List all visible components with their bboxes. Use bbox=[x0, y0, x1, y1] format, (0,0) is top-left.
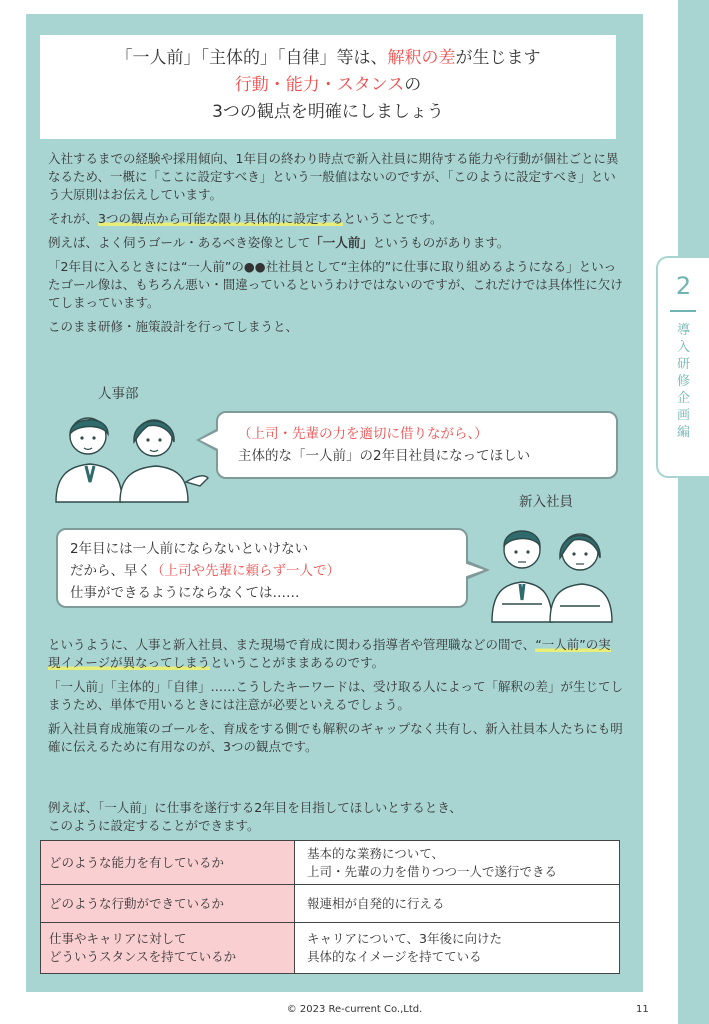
red-emphasis: （上司や先輩に頼らず一人で） bbox=[151, 563, 340, 579]
title-highlight: 解釈の差 bbox=[387, 48, 456, 68]
table-key-cell: どのような能力を有しているか bbox=[41, 841, 295, 885]
table-key-cell: 仕事やキャリアに対して どういうスタンスを持てているか bbox=[41, 923, 295, 974]
highlighted-text: 3つの観点から可能な限り具体的に設定する bbox=[98, 211, 344, 226]
chapter-char: 入 bbox=[676, 340, 690, 355]
hr-people-illustration bbox=[50, 402, 210, 504]
title-line-1: 「一人前」「主体的」「自律」等は、解釈の差が生じます bbox=[115, 48, 541, 68]
speech-tail-fill bbox=[200, 431, 218, 449]
new-speech-line: 仕事ができるようにならなくては…… bbox=[70, 585, 300, 601]
new-employee-illustration bbox=[490, 512, 614, 624]
copyright: © 2023 Re-current Co.,Ltd. bbox=[286, 1004, 423, 1015]
example-line: 例えば、「一人前」に仕事を遂行する2年目を目指してほしいとするとき、 bbox=[48, 800, 462, 815]
page-number: 11 bbox=[636, 1004, 649, 1015]
table-value-cell: 基本的な業務について、 上司・先輩の力を借りつつ一人で遂行できる bbox=[295, 841, 620, 885]
chapter-number: 2 bbox=[675, 272, 692, 300]
intro-paragraph: それが、3つの観点から可能な限り具体的に設定するということです。 bbox=[48, 211, 443, 226]
explanation-paragraph: というように、人事と新入社員、また現場で育成に関わる指導者や管理職などの間で、“一人前”の実現イメージが異なってしまうということがままあるのです。 bbox=[48, 637, 611, 670]
intro-paragraph: 「2年目に入るときには“一人前”の●●社社員として“主体的”に仕事に取り組めるようになる」といったゴール像は、もちろん悪い・間違っているというわけではないのですが、これだけでは具体性に欠けてしまっています。 bbox=[48, 259, 623, 310]
table-key-cell: どのような行動ができているか bbox=[41, 885, 295, 923]
new-employee-speech-bubble bbox=[56, 528, 468, 608]
intro-paragraph: 入社するまでの経験や採用傾向、1年目の終わり時点で新入社員に期待する能力や行動が個社ごとに異なるため、一概に「ここに設定すべき」という一般値はないのですが、「このように設定すべき」という大原則はお伝えしています。 bbox=[48, 151, 619, 202]
explanation-text bbox=[48, 636, 623, 762]
speech-tail-fill bbox=[464, 563, 484, 577]
viewpoint-table bbox=[40, 840, 620, 974]
explanation-paragraph: 「一人前」「主体的」「自律」……こうしたキーワードは、受け取る人によって「解釈の差」が生じてしまうため、単体で用いるときには注意が必要といえるでしょう。 bbox=[48, 679, 624, 712]
chapter-char: 導 bbox=[676, 323, 690, 338]
chapter-char: 画 bbox=[676, 408, 690, 423]
intro-paragraph: 例えば、よく伺うゴール・あるべき姿像として「一人前」というものがあります。 bbox=[48, 235, 510, 250]
chapter-char: 編 bbox=[676, 425, 690, 440]
highlighted-text: “一人前”の実現イメージが異なってしまう bbox=[48, 637, 611, 670]
example-intro bbox=[48, 799, 623, 835]
title-line-2: 行動・能力・スタンスの bbox=[234, 75, 422, 95]
hr-speech-line: （上司・先輩の力を適切に借りながら、） bbox=[238, 426, 488, 442]
bold-keyword: 「一人前」 bbox=[310, 235, 373, 250]
page-title-box bbox=[40, 35, 616, 139]
chapter-divider bbox=[670, 310, 696, 312]
new-speech-line: だから、早く（上司や先輩に頼らず一人で） bbox=[70, 563, 340, 579]
hr-speech-bubble bbox=[216, 411, 618, 479]
table-row bbox=[41, 841, 620, 885]
intro-text bbox=[48, 150, 623, 342]
new-speech-line: 2年目には一人前にならないといけない bbox=[70, 541, 309, 557]
example-line: このように設定することができます。 bbox=[48, 818, 260, 833]
title-line-3: 3つの観点を明確にしましょう bbox=[212, 102, 444, 122]
side-strip bbox=[678, 0, 709, 1024]
chapter-title bbox=[658, 322, 709, 441]
new-employee-label: 新入社員 bbox=[519, 494, 573, 510]
table-row bbox=[41, 923, 620, 974]
table-row bbox=[41, 885, 620, 923]
chapter-char: 修 bbox=[676, 374, 690, 389]
title-highlight: 行動・能力・スタンス bbox=[234, 75, 405, 95]
hr-label: 人事部 bbox=[98, 386, 139, 402]
chapter-char: 企 bbox=[676, 391, 690, 406]
intro-paragraph: このまま研修・施策設計を行ってしまうと、 bbox=[48, 319, 299, 334]
chapter-char: 研 bbox=[676, 357, 690, 372]
table-value-cell: キャリアについて、3年後に向けた 具体的なイメージを持てている bbox=[295, 923, 620, 974]
explanation-paragraph: 新入社員育成施策のゴールを、育成をする側でも解釈のギャップなく共有し、新入社員本人たちにも明確に伝えるために有用なのが、3つの観点です。 bbox=[48, 721, 623, 754]
chapter-tab[interactable] bbox=[656, 256, 709, 478]
table-value-cell: 報連相が自発的に行える bbox=[295, 885, 620, 923]
hr-speech-line: 主体的な「一人前」の2年目社員になってほしい bbox=[238, 448, 531, 464]
